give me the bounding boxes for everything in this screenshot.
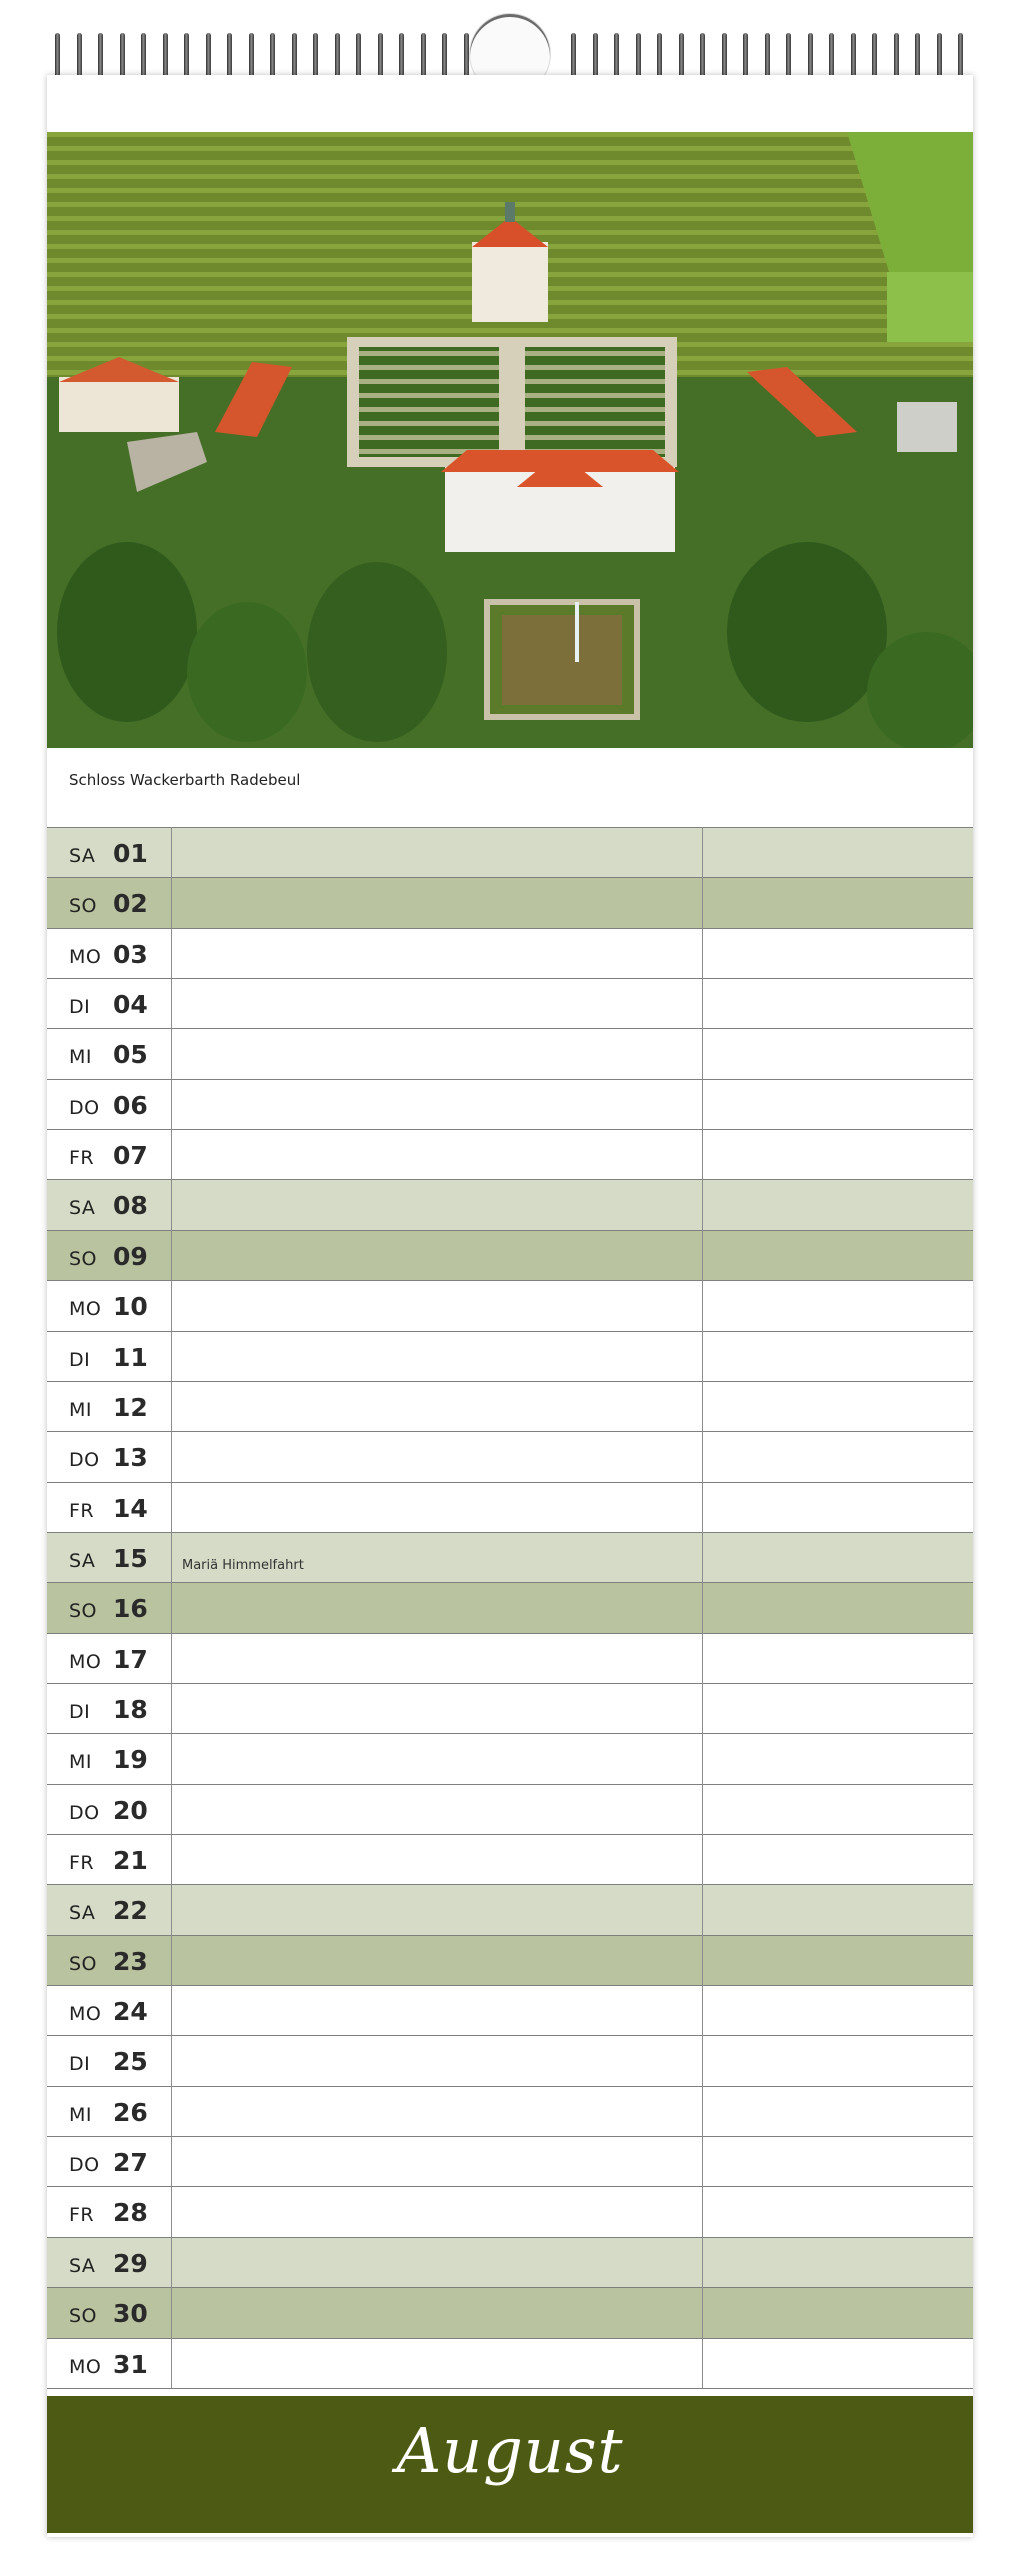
day-row[interactable]: [47, 877, 973, 928]
day-number: 12: [113, 1393, 148, 1422]
day-number: 05: [113, 1040, 148, 1069]
binding-ring: [55, 33, 60, 79]
weekday-label: MO: [69, 1651, 102, 1673]
weekday-label: MI: [69, 1751, 92, 1773]
binding-ring: [249, 33, 254, 79]
binding-ring: [722, 33, 727, 79]
weekday-label: SA: [69, 1550, 96, 1572]
day-row[interactable]: [47, 2086, 973, 2137]
weekday-label: MO: [69, 2003, 102, 2025]
day-number: 31: [113, 2350, 148, 2379]
day-row[interactable]: [47, 1280, 973, 1331]
weekday-label: MO: [69, 2356, 102, 2378]
weekday-label: DI: [69, 1349, 91, 1371]
weekday-label: FR: [69, 1852, 95, 1874]
weekday-label: SA: [69, 1902, 96, 1924]
weekday-label: SO: [69, 1600, 98, 1622]
day-number: 04: [113, 990, 148, 1019]
binding-ring: [313, 33, 318, 79]
day-number: 19: [113, 1745, 148, 1774]
weekday-label: SO: [69, 895, 98, 917]
weekday-label: MI: [69, 1399, 92, 1421]
day-row[interactable]: [47, 1331, 973, 1382]
binding-ring: [120, 33, 125, 79]
day-row[interactable]: [47, 1230, 973, 1281]
day-row[interactable]: [47, 978, 973, 1029]
weekday-label: SO: [69, 1248, 98, 1270]
binding-ring: [636, 33, 641, 79]
day-number: 26: [113, 2098, 148, 2127]
day-number: 08: [113, 1191, 148, 1220]
weekday-label: SO: [69, 2305, 98, 2327]
binding-ring: [894, 33, 899, 79]
binding-ring: [614, 33, 619, 79]
day-row[interactable]: [47, 1884, 973, 1935]
day-row[interactable]: [47, 1633, 973, 1684]
weekday-label: SA: [69, 845, 96, 867]
day-row[interactable]: [47, 1985, 973, 2036]
binding-ring: [700, 33, 705, 79]
day-row[interactable]: [47, 1733, 973, 1784]
binding-ring: [571, 33, 576, 79]
weekday-label: MO: [69, 1298, 102, 1320]
binding-ring: [442, 33, 447, 79]
weekday-label: DO: [69, 2154, 100, 2176]
binding-ring: [593, 33, 598, 79]
weekday-label: DO: [69, 1097, 100, 1119]
binding-ring: [743, 33, 748, 79]
day-row[interactable]: [47, 1431, 973, 1482]
day-number: 06: [113, 1091, 148, 1120]
weekday-label: MO: [69, 946, 102, 968]
binding-ring: [356, 33, 361, 79]
day-row[interactable]: [47, 1079, 973, 1130]
weekday-label: DI: [69, 2053, 91, 2075]
day-row[interactable]: [47, 2136, 973, 2187]
day-row[interactable]: [47, 1028, 973, 1079]
binding-ring: [679, 33, 684, 79]
day-row[interactable]: [47, 2035, 973, 2086]
day-number: 03: [113, 940, 148, 969]
day-row[interactable]: [47, 1683, 973, 1734]
day-row[interactable]: [47, 2237, 973, 2288]
day-row[interactable]: [47, 827, 973, 878]
day-row[interactable]: [47, 1482, 973, 1533]
day-number: 21: [113, 1846, 148, 1875]
binding-ring: [915, 33, 920, 79]
weekday-label: DO: [69, 1802, 100, 1824]
day-number: 07: [113, 1141, 148, 1170]
binding-ring: [270, 33, 275, 79]
day-number: 15: [113, 1544, 148, 1573]
day-row[interactable]: [47, 928, 973, 979]
weekday-label: MI: [69, 2104, 92, 2126]
day-number: 29: [113, 2249, 148, 2278]
day-number: 27: [113, 2148, 148, 2177]
weekday-label: DI: [69, 996, 91, 1018]
binding-ring: [421, 33, 426, 79]
binding-ring: [292, 33, 297, 79]
day-number: 01: [113, 839, 148, 868]
binding-ring: [184, 33, 189, 79]
day-number: 17: [113, 1645, 148, 1674]
month-footer: [47, 2396, 973, 2533]
binding-ring: [399, 33, 404, 79]
binding-ring: [141, 33, 146, 79]
day-rows: [47, 827, 973, 2387]
day-row[interactable]: [47, 1381, 973, 1432]
weekday-label: SA: [69, 2255, 96, 2277]
day-number: 16: [113, 1594, 148, 1623]
binding-ring: [765, 33, 770, 79]
day-row[interactable]: [47, 1784, 973, 1835]
day-row[interactable]: [47, 1582, 973, 1633]
calendar-sheet: [47, 75, 973, 2537]
day-number: 11: [113, 1343, 148, 1372]
day-number: 24: [113, 1997, 148, 2026]
day-number: 22: [113, 1896, 148, 1925]
binding-ring: [829, 33, 834, 79]
day-row[interactable]: [47, 1179, 973, 1230]
day-number: 23: [113, 1947, 148, 1976]
weekday-label: SO: [69, 1953, 98, 1975]
column-divider: [702, 827, 703, 2388]
weekday-label: MI: [69, 1046, 92, 1068]
day-row[interactable]: [47, 1935, 973, 1986]
day-number: 09: [113, 1242, 148, 1271]
binding-ring: [808, 33, 813, 79]
day-row[interactable]: [47, 1532, 973, 1583]
binding-ring: [206, 33, 211, 79]
day-number: 13: [113, 1443, 148, 1472]
binding-ring: [958, 33, 963, 79]
day-number: 14: [113, 1494, 148, 1523]
day-number: 02: [113, 889, 148, 918]
binding-ring: [335, 33, 340, 79]
binding-ring: [378, 33, 383, 79]
binding-ring: [786, 33, 791, 79]
binding-ring: [872, 33, 877, 79]
photo-caption: Schloss Wackerbarth Radebeul: [69, 771, 301, 789]
weekday-label: DO: [69, 1449, 100, 1471]
day-number: 10: [113, 1292, 148, 1321]
binding-ring: [227, 33, 232, 79]
holiday-note: Mariä Himmelfahrt: [182, 1558, 304, 1573]
binding-ring: [657, 33, 662, 79]
month-title: August: [396, 2414, 624, 2487]
weekday-label: FR: [69, 1500, 95, 1522]
weekday-label: FR: [69, 2204, 95, 2226]
binding-ring: [98, 33, 103, 79]
binding-ring: [464, 33, 469, 79]
binding-ring: [77, 33, 82, 79]
binding-ring: [851, 33, 856, 79]
day-number: 25: [113, 2047, 148, 2076]
day-row[interactable]: [47, 2287, 973, 2338]
day-number: 28: [113, 2198, 148, 2227]
weekday-label: DI: [69, 1701, 91, 1723]
day-number: 30: [113, 2299, 148, 2328]
binding-ring: [937, 33, 942, 79]
day-number: 18: [113, 1695, 148, 1724]
day-row[interactable]: [47, 2186, 973, 2237]
column-divider: [171, 827, 172, 2388]
day-row[interactable]: [47, 2338, 973, 2389]
day-number: 20: [113, 1796, 148, 1825]
weekday-label: SA: [69, 1197, 96, 1219]
day-row[interactable]: [47, 1129, 973, 1180]
day-row[interactable]: [47, 1834, 973, 1885]
binding-ring: [163, 33, 168, 79]
castle-aerial-photo: [47, 132, 973, 748]
weekday-label: FR: [69, 1147, 95, 1169]
